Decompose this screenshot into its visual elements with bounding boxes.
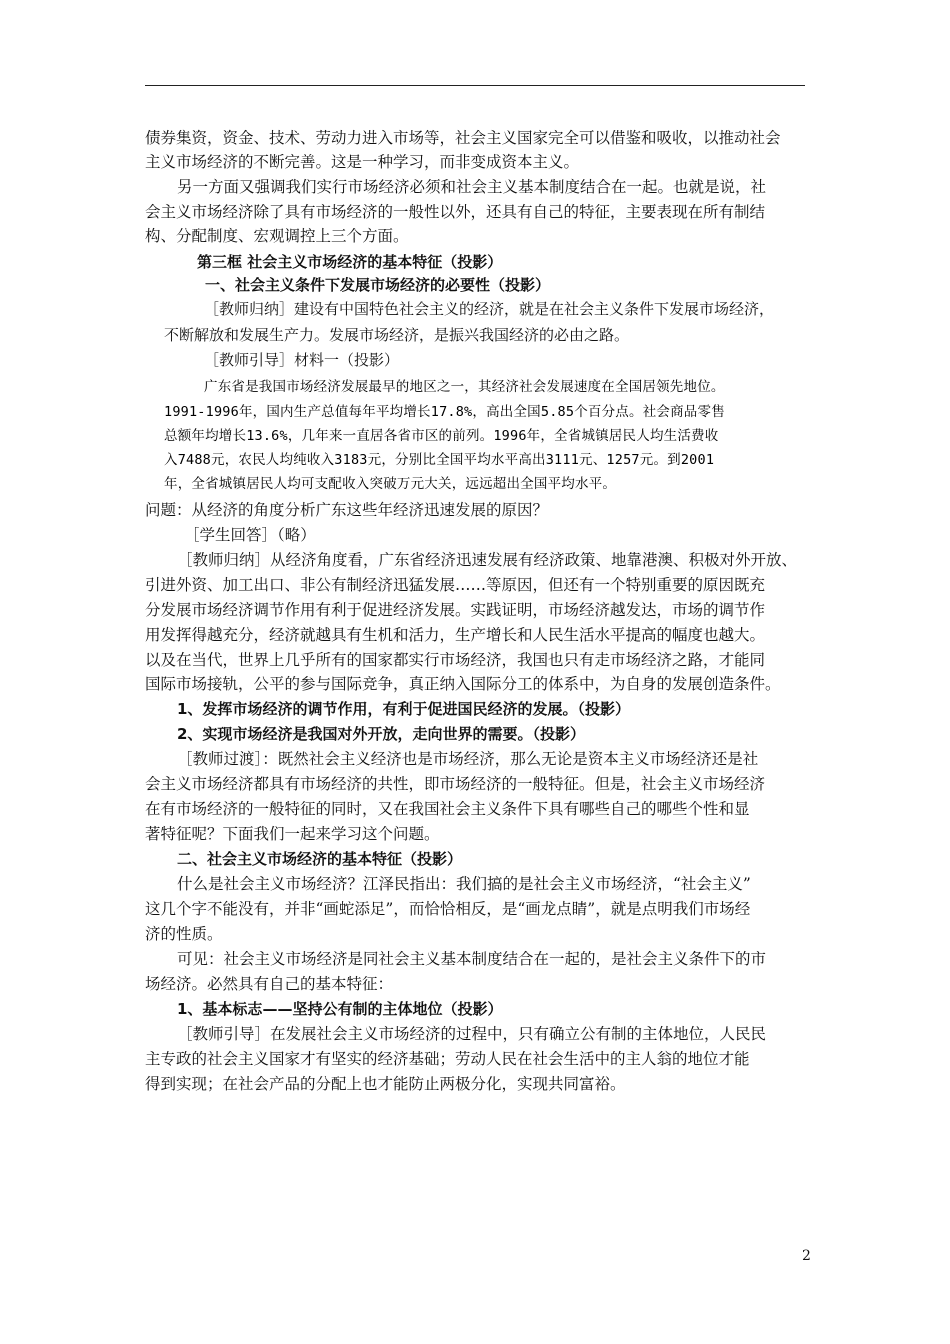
paragraph-line: 债券集资，资金、技术、劳动力进入市场等，社会主义国家完全可以借鉴和吸收，以推动社会 bbox=[145, 129, 781, 147]
paragraph-line: 分发展市场经济调节作用有利于促进经济发展。实践证明，市场经济越发达，市场的调节作 bbox=[145, 601, 766, 619]
page-number: 2 bbox=[802, 1248, 811, 1264]
key-point: 1、发挥市场经济的调节作用，有利于促进国民经济的发展。（投影） bbox=[177, 700, 630, 718]
paragraph-line: 以及在当代，世界上几乎所有的国家都实行市场经济，我国也只有走市场经济之路，才能同 bbox=[145, 651, 766, 669]
paragraph-line: 主义市场经济的不断完善。这是一种学习，而非变成资本主义。 bbox=[145, 153, 580, 171]
paragraph-line: 引进外资、加工出口、非公有制经济迅猛发展……等原因，但还有一个特别重要的原因既充 bbox=[145, 576, 766, 594]
key-point: 1、基本标志——坚持公有制的主体地位（投影） bbox=[177, 1000, 503, 1018]
paragraph-line: ［教师过渡］：既然社会主义经济也是市场经济，那么无论是资本主义市场经济还是社 bbox=[177, 750, 759, 768]
scanned-text-line: 不断解放和发展生产力。发展市场经济，是振兴我国经济的必由之路。 bbox=[164, 326, 630, 344]
question-line: 问题：从经济的角度分析广东这些年经济迅速发展的原因？ bbox=[145, 501, 549, 519]
paragraph-line: 得到实现；在社会产品的分配上也才能防止两极分化，实现共同富裕。 bbox=[145, 1075, 626, 1093]
paragraph-line: 场经济。必然具有自己的基本特征： bbox=[145, 975, 394, 993]
handwritten-material-line: 1991-1996年，国内生产总值每年平均增长17.8%，高出全国5.85个百分点。社会商品零售 bbox=[164, 404, 725, 420]
header-rule bbox=[145, 85, 805, 86]
paragraph-line: 济的性质。 bbox=[145, 925, 223, 943]
key-point: 2、实现市场经济是我国对外开放，走向世界的需要。（投影） bbox=[177, 725, 585, 743]
paragraph-line: 这几个字不能没有，并非“画蛇添足”，而恰恰相反，是“画龙点睛”，就是点明我们市场经 bbox=[145, 900, 751, 918]
handwritten-material-line: 广东省是我国市场经济发展最早的地区之一，其经济社会发展速度在全国居领先地位。 bbox=[204, 379, 725, 395]
paragraph-line: 著特征呢？下面我们一起来学习这个问题。 bbox=[145, 825, 440, 843]
paragraph-line: 在有市场经济的一般特征的同时，又在我国社会主义条件下具有哪些自己的哪些个性和显 bbox=[145, 800, 750, 818]
handwritten-material-line: 年，全省城镇居民人均可支配收入突破万元大关，远远超出全国平均水平。 bbox=[164, 476, 617, 492]
paragraph-line: 会主义市场经济除了具有市场经济的一般性以外，还具有自己的特征，主要表现在所有制结 bbox=[145, 203, 766, 221]
paragraph-line: 会主义市场经济都具有市场经济的共性，即市场经济的一般特征。但是，社会主义市场经济 bbox=[145, 775, 766, 793]
section-heading: 第三框 社会主义市场经济的基本特征（投影） bbox=[197, 253, 503, 271]
scanned-text-line: ［教师引导］材料一（投影） bbox=[204, 351, 400, 369]
section-heading: 二、社会主义市场经济的基本特征（投影） bbox=[177, 850, 463, 868]
paragraph-line: 国际市场接轨，公平的参与国际竞争，真正纳入国际分工的体系中，为自身的发展创造条件。 bbox=[145, 675, 781, 693]
paragraph-line: 主专政的社会主义国家才有坚实的经济基础；劳动人民在社会生活中的主人翁的地位才能 bbox=[145, 1050, 750, 1068]
subsection-heading: 一、社会主义条件下发展市场经济的必要性（投影） bbox=[205, 276, 551, 294]
paragraph-line: 另一方面又强调我们实行市场经济必须和社会主义基本制度结合在一起。也就是说，社 bbox=[177, 178, 767, 196]
handwritten-material-line: 入7488元，农民人均纯收入3183元，分别比全国平均水平高出3111元、1257元。到2001 bbox=[164, 452, 715, 468]
paragraph-line: ［教师引导］在发展社会主义市场经济的过程中，只有确立公有制的主体地位，人民民 bbox=[177, 1025, 767, 1043]
paragraph-line: 可见：社会主义市场经济是同社会主义基本制度结合在一起的，是社会主义条件下的市 bbox=[177, 950, 767, 968]
scanned-text-line: ［教师归纳］建设有中国特色社会主义的经济，就是在社会主义条件下发展市场经济， bbox=[204, 300, 775, 318]
paragraph-line: 什么是社会主义市场经济？江泽民指出：我们搞的是社会主义市场经济，“社会主义” bbox=[177, 875, 751, 893]
paragraph-line: ［教师归纳］从经济角度看，广东省经济迅速发展有经济政策、地靠港澳、积极对外开放、 bbox=[177, 551, 798, 569]
student-answer: ［学生回答］（略） bbox=[184, 526, 316, 544]
paragraph-line: 构、分配制度、宏观调控上三个方面。 bbox=[145, 227, 409, 245]
handwritten-material-line: 总额年均增长13.6%，几年来一直居各省市区的前列。1996年，全省城镇居民人均生活费收 bbox=[164, 428, 719, 444]
paragraph-line: 用发挥得越充分，经济就越具有生机和活力，生产增长和人民生活水平提高的幅度也越大。 bbox=[145, 626, 766, 644]
